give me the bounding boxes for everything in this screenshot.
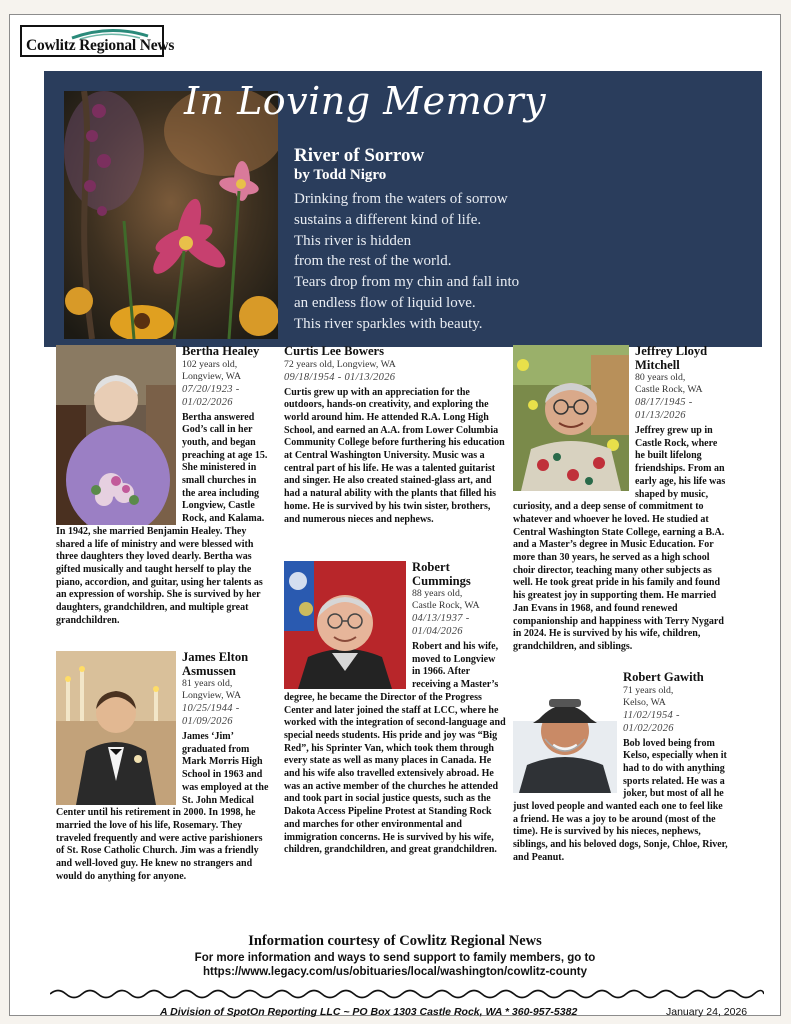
poem-line: Drinking from the waters of sorrow <box>294 191 508 207</box>
poem-lines <box>294 189 519 335</box>
obituary-age: 71 years old, <box>623 684 674 696</box>
issue-date: January 24, 2026 <box>666 1006 748 1018</box>
obituary-name: Robert Cummings <box>412 560 471 588</box>
obituary-body: James ‘Jim’ graduated from Mark Morris High School in 1963 and was employed at the St. John Medical Center until his retirement in 2000. In 1998, he married the love of his life, Rosemary. They traveled frequently and were active parishioners of St. Rose Catholic Church. Jim was a friendly and well-loved guy. He knew no strangers and would do anything for anyone. <box>56 731 269 882</box>
obituary-dates: 11/02/1954 - 01/02/2026 <box>623 709 680 734</box>
obituary-jeffrey-mitchell <box>513 345 729 654</box>
obituary-location: Longview, WA <box>182 690 242 701</box>
obituary-body: Jeffrey grew up in Castle Rock, where he built lifelong friendships. From an early age, his life was shaped by music, curiosity, and a deep sense of commitment to whatever and whoever he loved. He studied at Central Washington State College, earning a B.A. and a Master’s degree in Music Education. For more than 30 years, he served as a high school choir director, teaching many other subjects as well. He took great pride in his family and found his greatest joy in supporting them. He married Jan Evans in 1968, and found renewed companionship and happiness with Terry Nygard in 2024. He is survived by his wife, children, grandchildren, and siblings. <box>513 425 726 652</box>
footer-link[interactable]: https://www.legacy.com/us/obituaries/local/washington/cowlitz-county <box>202 966 588 978</box>
obituary-age: 102 years old, <box>182 358 238 370</box>
obituary-dates: 07/20/1923 - 01/02/2026 <box>182 383 240 408</box>
obituary-body: Curtis grew up with an appreciation for the outdoors, hands-on creativity, and exploring the world around him. He attended R.A. Long High School, and earned an A.A. from Lower Columbia Community College before furthering his education at Central Washington University. Music was a central part of his life. He was a talented guitarist and singer. He also created stained-glass art, and had a natural ability with the plants that filled his home. He is survived by his twin sister, brothers, and numerous nieces and nephews. <box>284 386 505 525</box>
obituary-robert-cummings <box>284 561 506 857</box>
footer-division: A Division of SpotOn Reporting LLC ~ PO Box 1303 Castle Rock, WA * 360-957-5382 <box>160 1006 578 1018</box>
obituary-name: Robert Gawith <box>623 670 704 684</box>
obituary-james-asmussen <box>56 651 272 883</box>
obituary-body: Bob loved being from Kelso, especially when it had to do with anything sports related. He was a joker, but most of all he just loved people and wanted each one to feel like a friend. He was a joy to be around (most of the time). He is survived by his nieces, nephews, siblings, and his beloved dogs, Sonje, Chloe, River, and Peanut. <box>513 737 728 863</box>
obituary-name: Curtis Lee Bowers <box>284 344 385 358</box>
obituary-dates: 10/25/1944 - 01/09/2026 <box>182 703 240 727</box>
obituary-location: Longview, WA <box>182 370 242 382</box>
obituary-robert-gawith <box>513 671 729 865</box>
poem-line: Tears drop from my chin and fall into <box>294 274 520 291</box>
footer-line: For more information and ways to send support to family members, go to <box>194 952 596 964</box>
obituary-age: 80 years old, <box>635 372 686 383</box>
obituary-age: 72 years old, Longview, WA <box>284 358 396 370</box>
portrait-photo-icon <box>56 651 176 805</box>
obituary-location: Castle Rock, WA <box>412 600 480 611</box>
poem-line: This river sparkles with beauty. <box>294 315 483 332</box>
obituary-body: Bertha answered God’s call in her youth, and began preaching at age 15. She ministered in small churches in the area including Longview, Castle Rock, and Kalama. In 1942, she married Benjamin Healey. They shared a life of ministry and were blessed with three daughters they loved dearly. Bertha was gifted musically and taught herself to play the piano, accordion, and guitar, using her talents as an expression of worship. She is survived by her daughters, grandchildren, and multiple great grandchildren. <box>56 411 268 626</box>
obituary-name: Bertha Healey <box>182 344 260 358</box>
obituary-dates: 08/17/1945 - 01/13/2026 <box>635 397 693 421</box>
portrait-photo-icon <box>56 345 176 525</box>
memorial-banner <box>44 71 762 347</box>
obituary-name: James Elton Asmussen <box>182 650 249 678</box>
obituary-body: Robert and his wife, moved to Longview in 1966. After receiving a Master’s degree, he became the Director of the Progress Center and later joined the staff at LCC, where he worked with the integration of second-language and special needs students. His pride and joy was “Big Red”, his Sprinter Van, which took them through every state as well as many places in Canada. He and his wife also travelled extensively abroad. He was an active member of the churches he attended and took part in social justice quests, such as the Dakota Access Pipeline Protest at Standing Rock and marches for other environmental and immigration concerns. He is survived by his wife, children, grandchildren, and great grandchildren. <box>284 641 506 856</box>
obituary-age: 81 years old, <box>182 678 233 689</box>
poem-line: This river is hidden <box>294 232 412 249</box>
obituary-location: Castle Rock, WA <box>635 384 703 395</box>
banner-title: In Loving Memory <box>184 79 547 123</box>
portrait-photo-icon <box>513 345 629 491</box>
masthead-logo[interactable] <box>20 25 175 57</box>
obituary-location: Kelso, WA <box>623 696 666 708</box>
poem-line: an endless flow of liquid love. <box>294 294 476 311</box>
poem-title: River of Sorrow <box>294 145 425 166</box>
poem-line: from the rest of the world. <box>294 253 452 270</box>
footer-heading: Information courtesy of Cowlitz Regional News <box>248 933 542 949</box>
obituary-curtis-bowers <box>284 345 506 526</box>
poem-line: sustains a different kind of life. <box>294 211 482 228</box>
portrait-photo-icon <box>513 671 617 793</box>
obituary-dates: 09/18/1954 - 01/13/2026 <box>284 371 396 383</box>
flowers-photo-icon <box>64 91 278 339</box>
footer-info <box>10 951 780 979</box>
portrait-photo-icon <box>284 561 406 689</box>
masthead-name: Cowlitz Regional News <box>26 37 175 54</box>
poem-author: by Todd Nigro <box>294 167 387 183</box>
obituary-age: 88 years old, <box>412 588 463 599</box>
obituary-name: Jeffrey Lloyd Mitchell <box>635 344 708 372</box>
obituary-bertha-healey <box>56 345 272 627</box>
page <box>9 14 781 1016</box>
wave-divider-icon <box>50 987 764 1001</box>
obituary-dates: 04/13/1937 - 01/04/2026 <box>412 613 470 637</box>
